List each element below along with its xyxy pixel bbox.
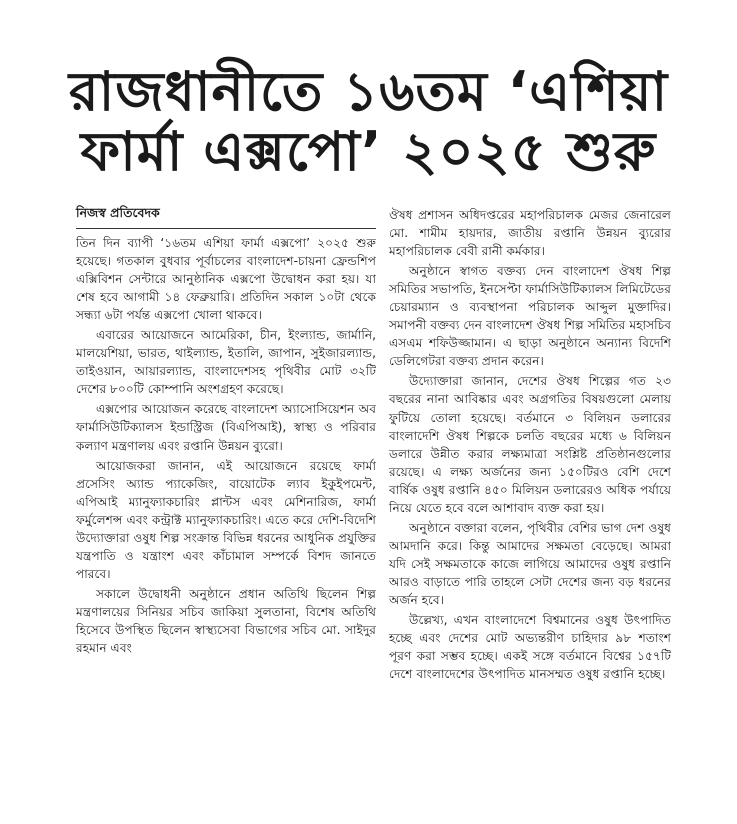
headline-line-1: রাজধানীতে ১৬তম ‘এশিয়া [68, 60, 669, 123]
paragraph: অনুষ্ঠানে স্বাগত বক্তব্য দেন বাংলাদেশ ঔষধ শিল্প সমিতির সভাপতি, ইনসেপ্টা ফার্মাসিউটিক্যালস লিমিটেডের চেয়ারম্যান ও ব্যবস্থাপনা পরিচালক আব্দুল মুক্তাদির। সমাপনী বক্তব্য দেন বাংলাদেশ ঔষধ শিল্প সমিতির মহাসচিব এসএম শফিউজ্জামান। এ ছাড়া অনুষ্ঠানে অন্যান্য বিদেশি ডেলিগেটরা বক্তব্য প্রদান করেন। [389, 264, 671, 369]
headline-line-2: ফার্মা এক্সপো’ ২০২৫ শুরু [80, 120, 657, 183]
right-column [389, 206, 671, 685]
paragraph: আয়োজকরা জানান, এই আয়োজনে রয়েছে ফার্মা প্রসেসিং অ্যান্ড প্যাকেজিং, বায়োটেক ল্যাব ইকুইপমেন্ট, এপিআই ম্যানুফ্যাকচারিং প্লান্টস এবং মেশিনারিজ, ফার্মা ফর্মুলেশন্স এবং কন্ট্রাক্ট ম্যানুফ্যাকচারিং। এতে করে দেশি-বিদেশি উদ্যোক্তারা ওষুধ শিল্প সংক্রান্ত বিভিন্ন ধরনের আধুনিক প্রযুক্তির যন্ত্রপাতি ও যন্ত্রাংশ এবং কাঁচামাল সম্পর্কে বিশদ জানতে পারবে। [76, 458, 376, 581]
byline-divider [76, 228, 376, 229]
paragraph: উদ্যোক্তারা জানান, দেশের ঔষধ শিল্পের গত ২৩ বছরের নানা আবিষ্কার এবং অগ্রগতির বিষয়গুলো মেলায় ফুটিয়ে তোলা হয়েছে। বর্তমানে ৩ বিলিয়ন ডলারের বাংলাদেশি ঔষধ শিল্পকে চলতি বছরের মধ্যে ৬ বিলিয়ন ডলারে উন্নীত করার লক্ষ্যমাত্রা সংশ্লিষ্ট প্রতিষ্ঠানগুলোর রয়েছে। এ লক্ষ্য অর্জনের জন্য ১৫০টিরও বেশি দেশে বার্ষিক ওষুধ রপ্তানি ৪৫০ মিলিয়ন ডলারেরও অধিক পর্যায়ে নিয়ে যেতে হবে বলে আশাবাদ ব্যক্ত করা হয়। [389, 374, 671, 515]
headline [0, 62, 737, 182]
left-column [76, 234, 376, 659]
byline: নিজস্ব প্রতিবেদক [76, 205, 160, 220]
paragraph: এক্সপোর আয়োজন করেছে বাংলাদেশ অ্যাসোসিয়েশন অব ফার্মাসিউটিক্যালস ইন্ডাস্ট্রিজ (বিএপিআই), স্বাস্থ্য ও পরিবার কল্যাণ মন্ত্রণালয় এবং রপ্তানি উন্নয়ন ব্যুরো। [76, 402, 376, 453]
paragraph: তিন দিন ব্যাপী ‘১৬তম এশিয়া ফার্মা এক্সপো’ ২০২৫ শুরু হয়েছে। গতকাল বুধবার পূর্বাচলের বাংলাদেশ-চায়না ফ্রেন্ডশিপ এক্সিবিশন সেন্টারে আনুষ্ঠানিক এক্সপো উদ্বোধন করা হয়। যা শেষ হবে আগামী ১৪ ফেব্রুয়ারি। প্রতিদিন সকাল ১০টা থেকে সন্ধ্যা ৬টা পর্যন্ত এক্সপো খোলা থাকবে। [76, 236, 376, 323]
paragraph: সকালে উদ্বোধনী অনুষ্ঠানে প্রধান অতিথি ছিলেন শিল্প মন্ত্রণালয়ের সিনিয়র সচিব জাকিয়া সুলতানা, বিশেষ অতিথি হিসেবে উপস্থিত ছিলেন স্বাস্থ্যসেবা বিভাগের সচিব মো. সাইদুর রহমান এবং [76, 586, 376, 656]
paragraph: ঔষধ প্রশাসন অধিদপ্তরের মহাপরিচালক মেজর জেনারেল মো. শামীম হায়দার, জাতীয় রপ্তানি উন্নয়ন ব্যুরোর মহাপরিচালক বেবী রানী কর্মকার। [389, 208, 671, 259]
paragraph: উল্লেখ্য, এখন বাংলাদেশে বিশ্বমানের ওষুধ উৎপাদিত হচ্ছে এবং দেশের মোট অভ্যন্তরীণ চাহিদার ৯৮ শতাংশ পূরণ করা সম্ভব হচ্ছে। একই সঙ্গে বর্তমানে বিশ্বের ১৫৭টি দেশে বাংলাদেশের উৎপাদিত মানসম্মত ওষুধ রপ্তানি হচ্ছে। [389, 613, 671, 682]
paragraph: অনুষ্ঠানে বক্তারা বলেন, পৃথিবীর বেশির ভাগ দেশ ওষুধ আমদানি করে। কিন্তু আমাদের সক্ষমতা বেড়েছে। আমরা যদি সেই সক্ষমতাকে কাজে লাগিয়ে আমাদের ওষুধ রপ্তানি আরও বাড়াতে পারি তাহলে সেটা দেশের জন্য বড় ধরনের অর্জন হবে। [389, 520, 671, 607]
paragraph: এবারের আয়োজনে আমেরিকা, চীন, ইংল্যান্ড, জার্মানি, মালয়েশিয়া, ভারত, থাইল্যান্ড, ইতালি, জাপান, সুইজারল্যান্ড, তাইওয়ান, আয়ারল্যান্ড, বাংলাদেশসহ পৃথিবীর মোট ৩২টি দেশের ৮০০টি কোম্পানি অংশগ্রহণ করেছে। [76, 328, 376, 397]
